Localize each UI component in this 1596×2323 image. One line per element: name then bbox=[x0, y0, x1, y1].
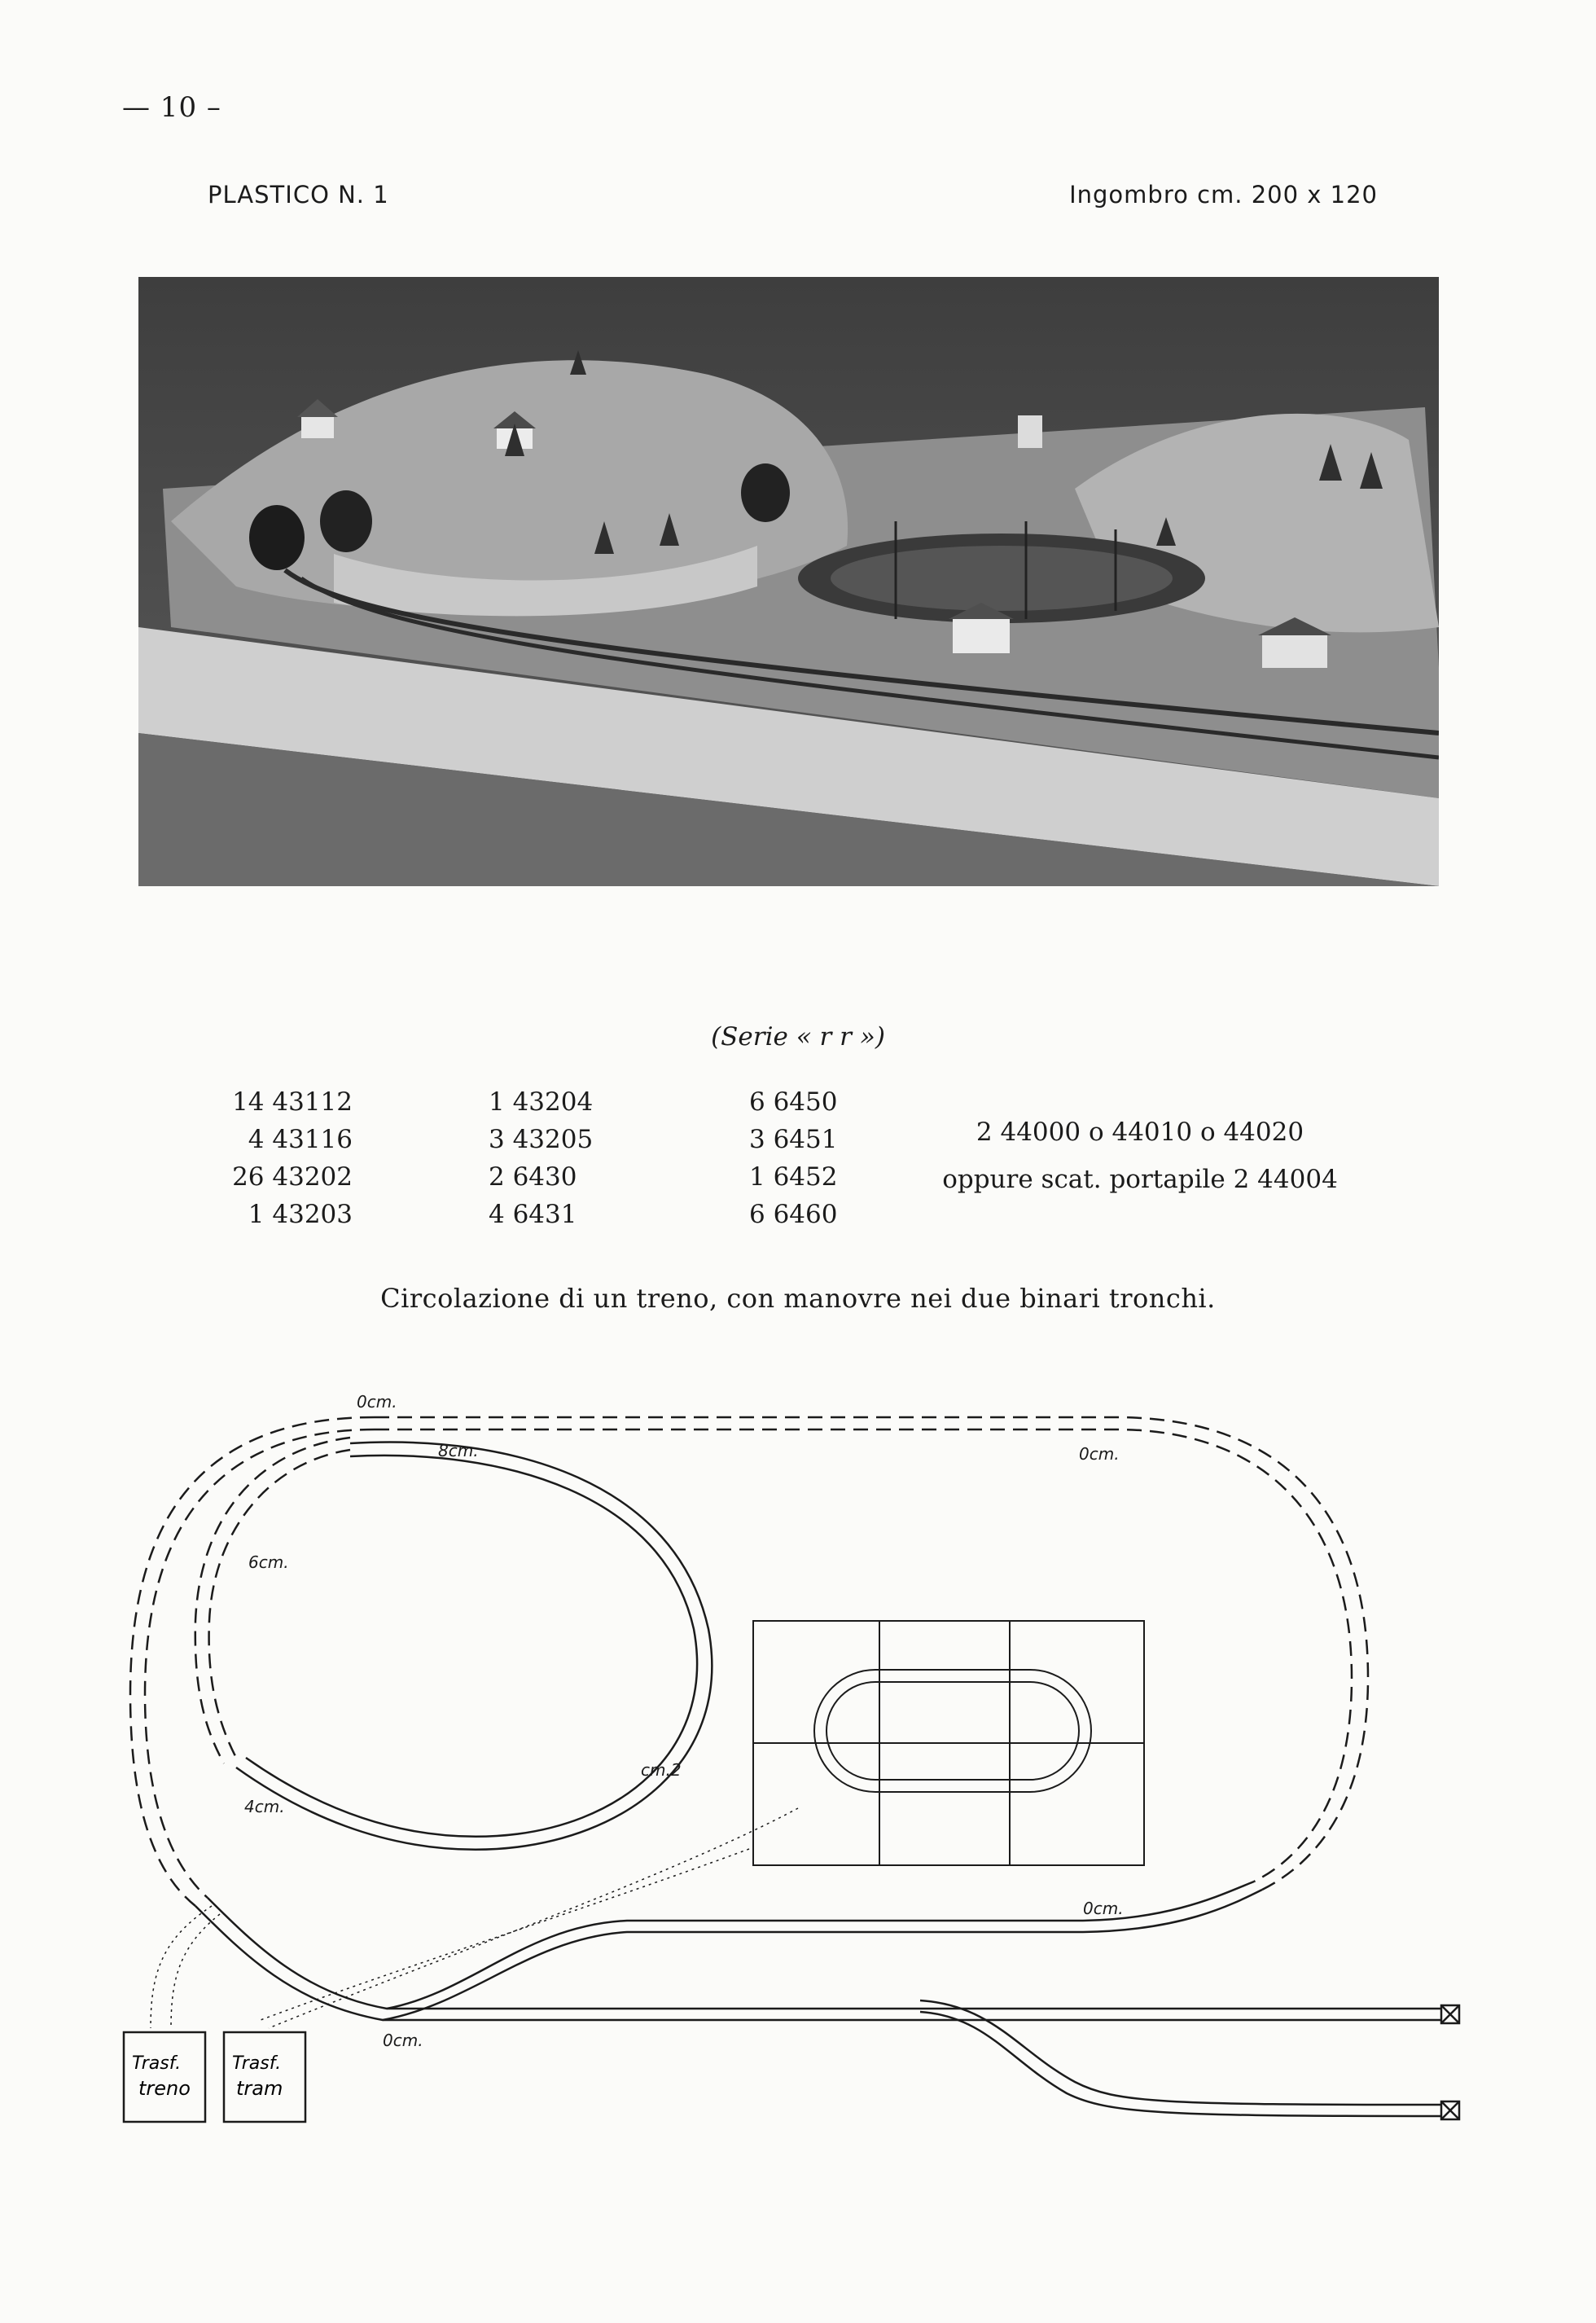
parts-item: 1 43204 bbox=[489, 1087, 594, 1117]
parts-item: 3 6451 bbox=[749, 1125, 838, 1154]
label-bottom: 0cm. bbox=[383, 2031, 423, 2050]
inner-dashed-track-2 bbox=[209, 1450, 350, 1758]
series-label: (Serie « r r ») bbox=[711, 1022, 885, 1052]
crossover-track bbox=[383, 1890, 1262, 2020]
outer-dashed-track bbox=[130, 1417, 1368, 1906]
outer-dashed-track-inner bbox=[145, 1429, 1352, 1898]
parts-item: 14 43112 bbox=[232, 1087, 353, 1117]
label-top-left: 0cm. bbox=[357, 1392, 397, 1412]
model-railway-photo bbox=[138, 277, 1439, 886]
parts-item: 26 43202 bbox=[232, 1162, 353, 1192]
layout-title: PLASTICO N. 1 bbox=[208, 181, 389, 209]
buffer-stops bbox=[1441, 2005, 1459, 2119]
wiring bbox=[151, 1808, 798, 2028]
label-top-mid: 8cm. bbox=[438, 1441, 479, 1460]
parts-item: 4 6431 bbox=[489, 1200, 577, 1229]
label-bottom-right: 0cm. bbox=[1083, 1899, 1124, 1918]
parts-column-3 bbox=[749, 1083, 871, 1233]
label-inner-right: cm.2 bbox=[641, 1760, 682, 1780]
parts-item: 2 6430 bbox=[489, 1162, 577, 1192]
layout-photograph bbox=[138, 277, 1439, 886]
transformer-train-label-2: treno bbox=[138, 2077, 191, 2100]
track-plan-svg bbox=[106, 1385, 1474, 2199]
power-option-2: oppure scat. portapile 2 44004 bbox=[942, 1165, 1338, 1194]
label-left: 6cm. bbox=[248, 1552, 289, 1572]
parts-column-2 bbox=[489, 1083, 651, 1233]
power-option-1: 2 44000 o 44010 o 44020 bbox=[976, 1118, 1304, 1147]
parts-item: 4 43116 bbox=[248, 1125, 353, 1154]
main-line-track-2 bbox=[208, 1898, 1441, 2009]
label-inner-left: 4cm. bbox=[244, 1797, 285, 1816]
inner-dashed-track bbox=[195, 1438, 350, 1763]
station-inset bbox=[753, 1621, 1144, 1865]
track-plan-diagram bbox=[106, 1385, 1474, 2199]
siding-track-2 bbox=[920, 2000, 1441, 2105]
parts-item: 6 6460 bbox=[749, 1200, 838, 1229]
transformer-tram-label-1: Trasf. bbox=[232, 2053, 282, 2074]
inner-circle-track bbox=[236, 1443, 712, 1850]
layout-size: Ingombro cm. 200 x 120 bbox=[1069, 181, 1378, 209]
parts-item: 1 43203 bbox=[248, 1200, 353, 1229]
parts-column-1 bbox=[216, 1083, 353, 1233]
transformer-train-label-1: Trasf. bbox=[132, 2053, 182, 2074]
label-top-right: 0cm. bbox=[1079, 1444, 1120, 1464]
inner-circle-track-2 bbox=[246, 1456, 697, 1837]
page-number: — 10 – bbox=[122, 91, 221, 124]
diagram-caption: Circolazione di un treno, con manovre nei due binari tronchi. bbox=[380, 1283, 1216, 1314]
parts-item: 3 43205 bbox=[489, 1125, 594, 1154]
parts-item: 6 6450 bbox=[749, 1087, 838, 1117]
main-line-track bbox=[195, 1906, 1441, 2020]
parts-item: 1 6452 bbox=[749, 1162, 838, 1192]
crossover-track-2 bbox=[387, 1882, 1254, 2009]
transformer-tram-label-2: tram bbox=[236, 2077, 283, 2100]
